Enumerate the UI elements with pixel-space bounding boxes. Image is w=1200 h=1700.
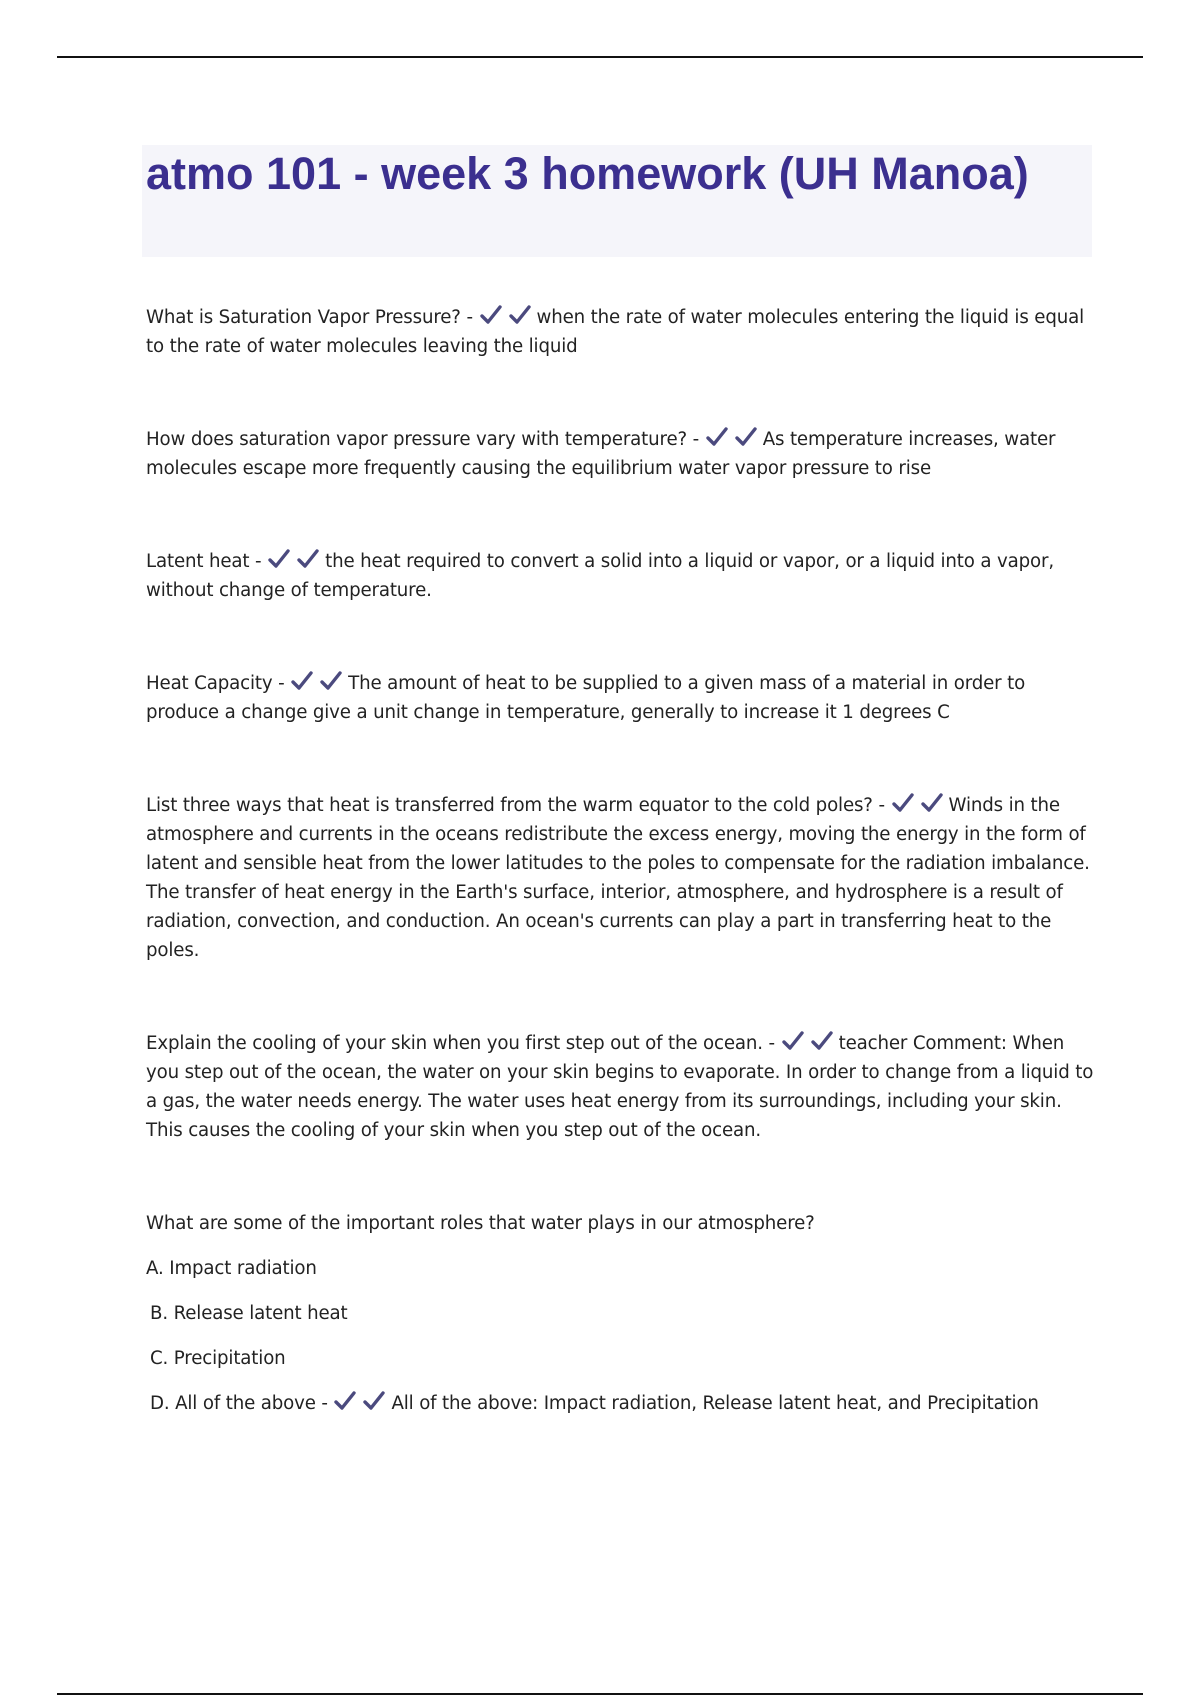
checkmark-icon xyxy=(920,792,944,814)
question-text: Heat Capacity xyxy=(146,673,273,694)
separator: - xyxy=(878,795,885,816)
question-text: Explain the cooling of your skin when you first step out of the ocean. xyxy=(146,1033,763,1054)
checkmark-icon xyxy=(296,548,320,570)
separator: - xyxy=(255,551,262,572)
separator: - xyxy=(321,1393,328,1414)
qa-item-water-roles xyxy=(146,1209,1096,1418)
qa-item-skin-cooling xyxy=(146,1029,1096,1145)
answer-text: The amount of heat to be supplied to a given mass of a material in order to produce a change give a unit change in temperature, generally to increase it 1 degrees C xyxy=(146,673,1026,723)
answer-text: All of the above: Impact radiation, Release latent heat, and Precipitation xyxy=(391,1393,1039,1414)
question-text: What are some of the important roles that water plays in our atmosphere? xyxy=(146,1213,815,1234)
qa-item-latent-heat xyxy=(146,547,1096,605)
qa-content xyxy=(146,303,1096,1418)
separator: - xyxy=(768,1033,775,1054)
option-c: C. Precipitation xyxy=(150,1348,286,1369)
checkmark-icon xyxy=(319,670,343,692)
question-text: Latent heat xyxy=(146,551,250,572)
question-text: How does saturation vapor pressure vary with temperature? xyxy=(146,429,687,450)
checkmark-icon xyxy=(479,304,503,326)
qa-item-saturation-vapor-pressure xyxy=(146,303,1096,361)
checkmark-icon xyxy=(362,1390,386,1412)
answer-text: Winds in the atmosphere and currents in the oceans redistribute the excess energy, moving the energy in the form of latent and sensible heat from the lower latitudes to the poles to compensate for the radiation imbalance. The transfer of heat energy in the Earth's surface, interior, atmosphere, and hydrosphere is a result of radiation, convection, and conduction. An ocean's currents can play a part in transferring heat to the poles. xyxy=(146,795,1090,961)
qa-item-heat-transfer xyxy=(146,791,1096,965)
qa-item-svp-temperature xyxy=(146,425,1096,483)
answer-text: As temperature increases, water molecules escape more frequently causing the equilibrium water vapor pressure to rise xyxy=(146,429,1056,479)
checkmark-icon xyxy=(267,548,291,570)
option-b: B. Release latent heat xyxy=(150,1303,348,1324)
option-d xyxy=(146,1389,1096,1418)
separator: - xyxy=(692,429,700,450)
checkmark-icon xyxy=(810,1030,834,1052)
bottom-rule xyxy=(57,1693,1143,1695)
checkmark-icon xyxy=(734,426,758,448)
answer-text: the heat required to convert a solid into a liquid or vapor, or a liquid into a vapor, without change of temperature. xyxy=(146,551,1054,601)
separator: - xyxy=(466,307,473,328)
option-d-label: D. All of the above xyxy=(150,1393,316,1414)
option-a: A. Impact radiation xyxy=(146,1258,317,1279)
checkmark-icon xyxy=(891,792,915,814)
separator: - xyxy=(278,673,285,694)
checkmark-icon xyxy=(290,670,314,692)
question-text: List three ways that heat is transferred from the warm equator to the cold poles? xyxy=(146,795,873,816)
answer-text: teacher Comment: When you step out of the ocean, the water on your skin begins to evaporate. In order to change from a liquid to a gas, the water needs energy. The water uses heat energy from its surroundings, including your skin. This causes the cooling of your skin when you step out of the ocean. xyxy=(146,1033,1094,1141)
checkmark-icon xyxy=(781,1030,805,1052)
checkmark-icon xyxy=(333,1390,357,1412)
checkmark-icon xyxy=(705,426,729,448)
question-text: What is Saturation Vapor Pressure? xyxy=(146,307,461,328)
qa-item-heat-capacity xyxy=(146,669,1096,727)
top-rule xyxy=(57,56,1143,58)
page-title: atmo 101 - week 3 homework (UH Manoa) xyxy=(146,148,1029,199)
answer-text: when the rate of water molecules entering the liquid is equal to the rate of water molecules leaving the liquid xyxy=(146,307,1085,357)
checkmark-icon xyxy=(508,304,532,326)
